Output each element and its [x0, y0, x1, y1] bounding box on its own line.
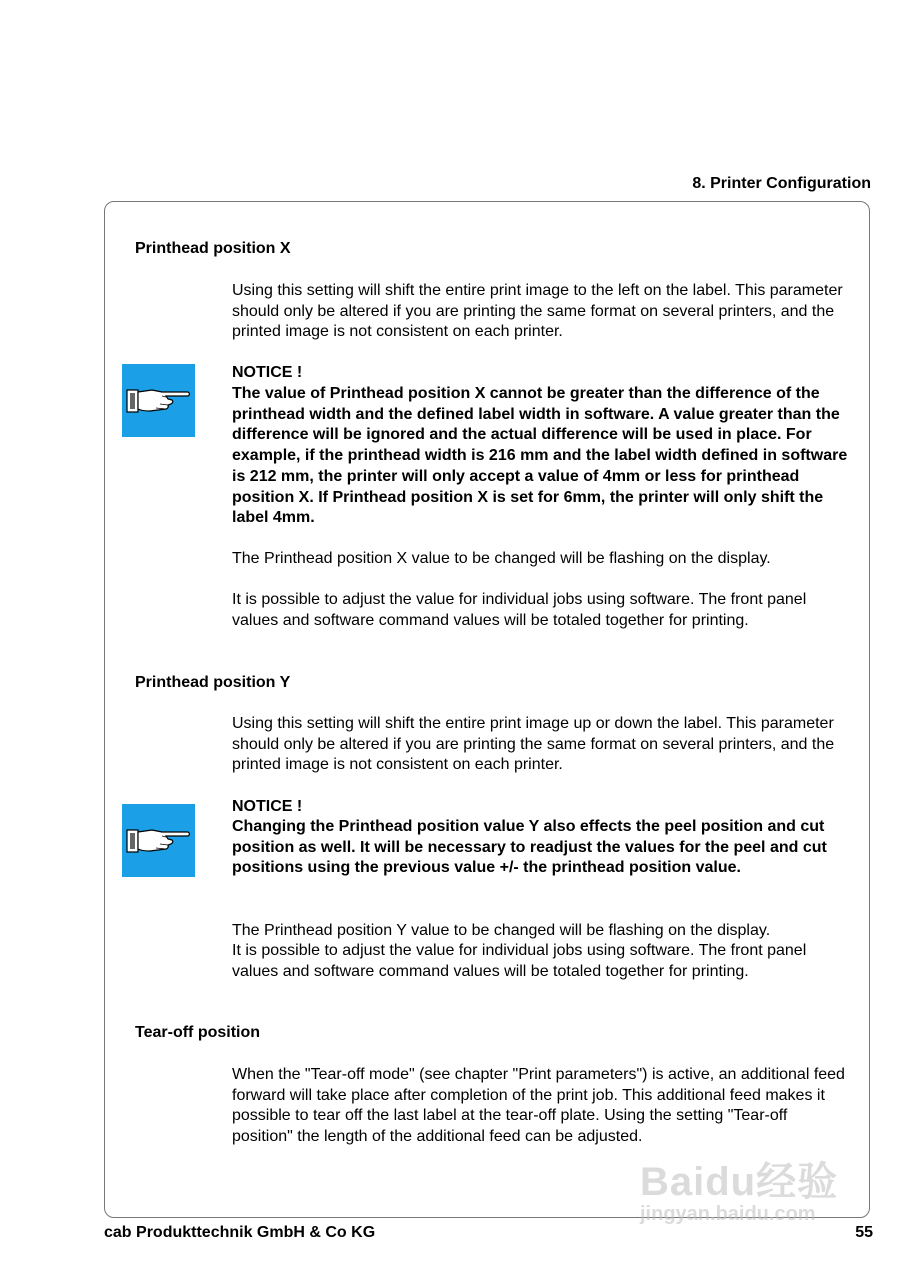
notice-icon	[122, 804, 195, 877]
watermark	[640, 1150, 838, 1226]
notice-icon	[122, 364, 195, 437]
printhead-x-notice-heading: NOTICE !	[232, 364, 303, 381]
printhead-x-software-text: It is possible to adjust the value for individual jobs using software. The front panel values and software command values will be totaled together for printing.	[232, 591, 807, 629]
chapter-header: 8. Printer Configuration	[692, 175, 871, 192]
watermark-url: jingyan.baidu.com	[640, 1203, 816, 1225]
footer-company: cab Produkttechnik GmbH & Co KG	[104, 1224, 376, 1241]
section-title-printhead-x: Printhead position X	[135, 240, 291, 257]
printhead-y-notice-heading: NOTICE !	[232, 798, 303, 815]
printhead-y-flash-text: The Printhead position Y value to be changed will be flashing on the display.	[232, 922, 771, 939]
printhead-y-software-text: It is possible to adjust the value for individual jobs using software. The front panel values and software command values will be totaled together for printing.	[232, 942, 807, 980]
section-title-tear-off: Tear-off position	[135, 1024, 261, 1041]
watermark-logo: Baidu经验	[640, 1160, 839, 1204]
printhead-x-intro: Using this setting will shift the entire print image to the left on the label. This parameter should only be altered if you are printing the same format on several printers, and the printed image is not consistent on each printer.	[232, 282, 843, 341]
printhead-x-notice-text: The value of Printhead position X cannot be greater than the difference of the printhead width and the defined label width in software. A value greater than the difference will be ignored and the actual difference will be used in place. For example, if the printhead width is 216 mm and the label width defined in software is 212 mm, the printer will only accept a value of 4mm or less for printhead position X. If Printhead position X is set for 6mm, the printer will only shift the label 4mm.	[232, 385, 848, 527]
printhead-x-flash-text: The Printhead position X value to be changed will be flashing on the display.	[232, 550, 771, 567]
section-title-printhead-y: Printhead position Y	[135, 674, 291, 691]
page-number: 55	[855, 1224, 873, 1241]
printhead-y-notice-text: Changing the Printhead position value Y also effects the peel position and cut position as well. It will be necessary to readjust the values for the peel and cut positions using the previous value +/- the printhead position value.	[232, 818, 827, 877]
printhead-y-intro: Using this setting will shift the entire print image up or down the label. This parameter should only be altered if you are printing the same format on several printers, and the printed image is not consistent on each printer.	[232, 715, 835, 774]
tear-off-intro: When the "Tear-off mode" (see chapter "Print parameters") is active, an additional feed forward will take place after completion of the print job. This additional feed makes it possible to tear off the last label at the tear-off plate. Using the setting "Tear-off position" the length of the additional feed can be adjusted.	[232, 1066, 845, 1146]
